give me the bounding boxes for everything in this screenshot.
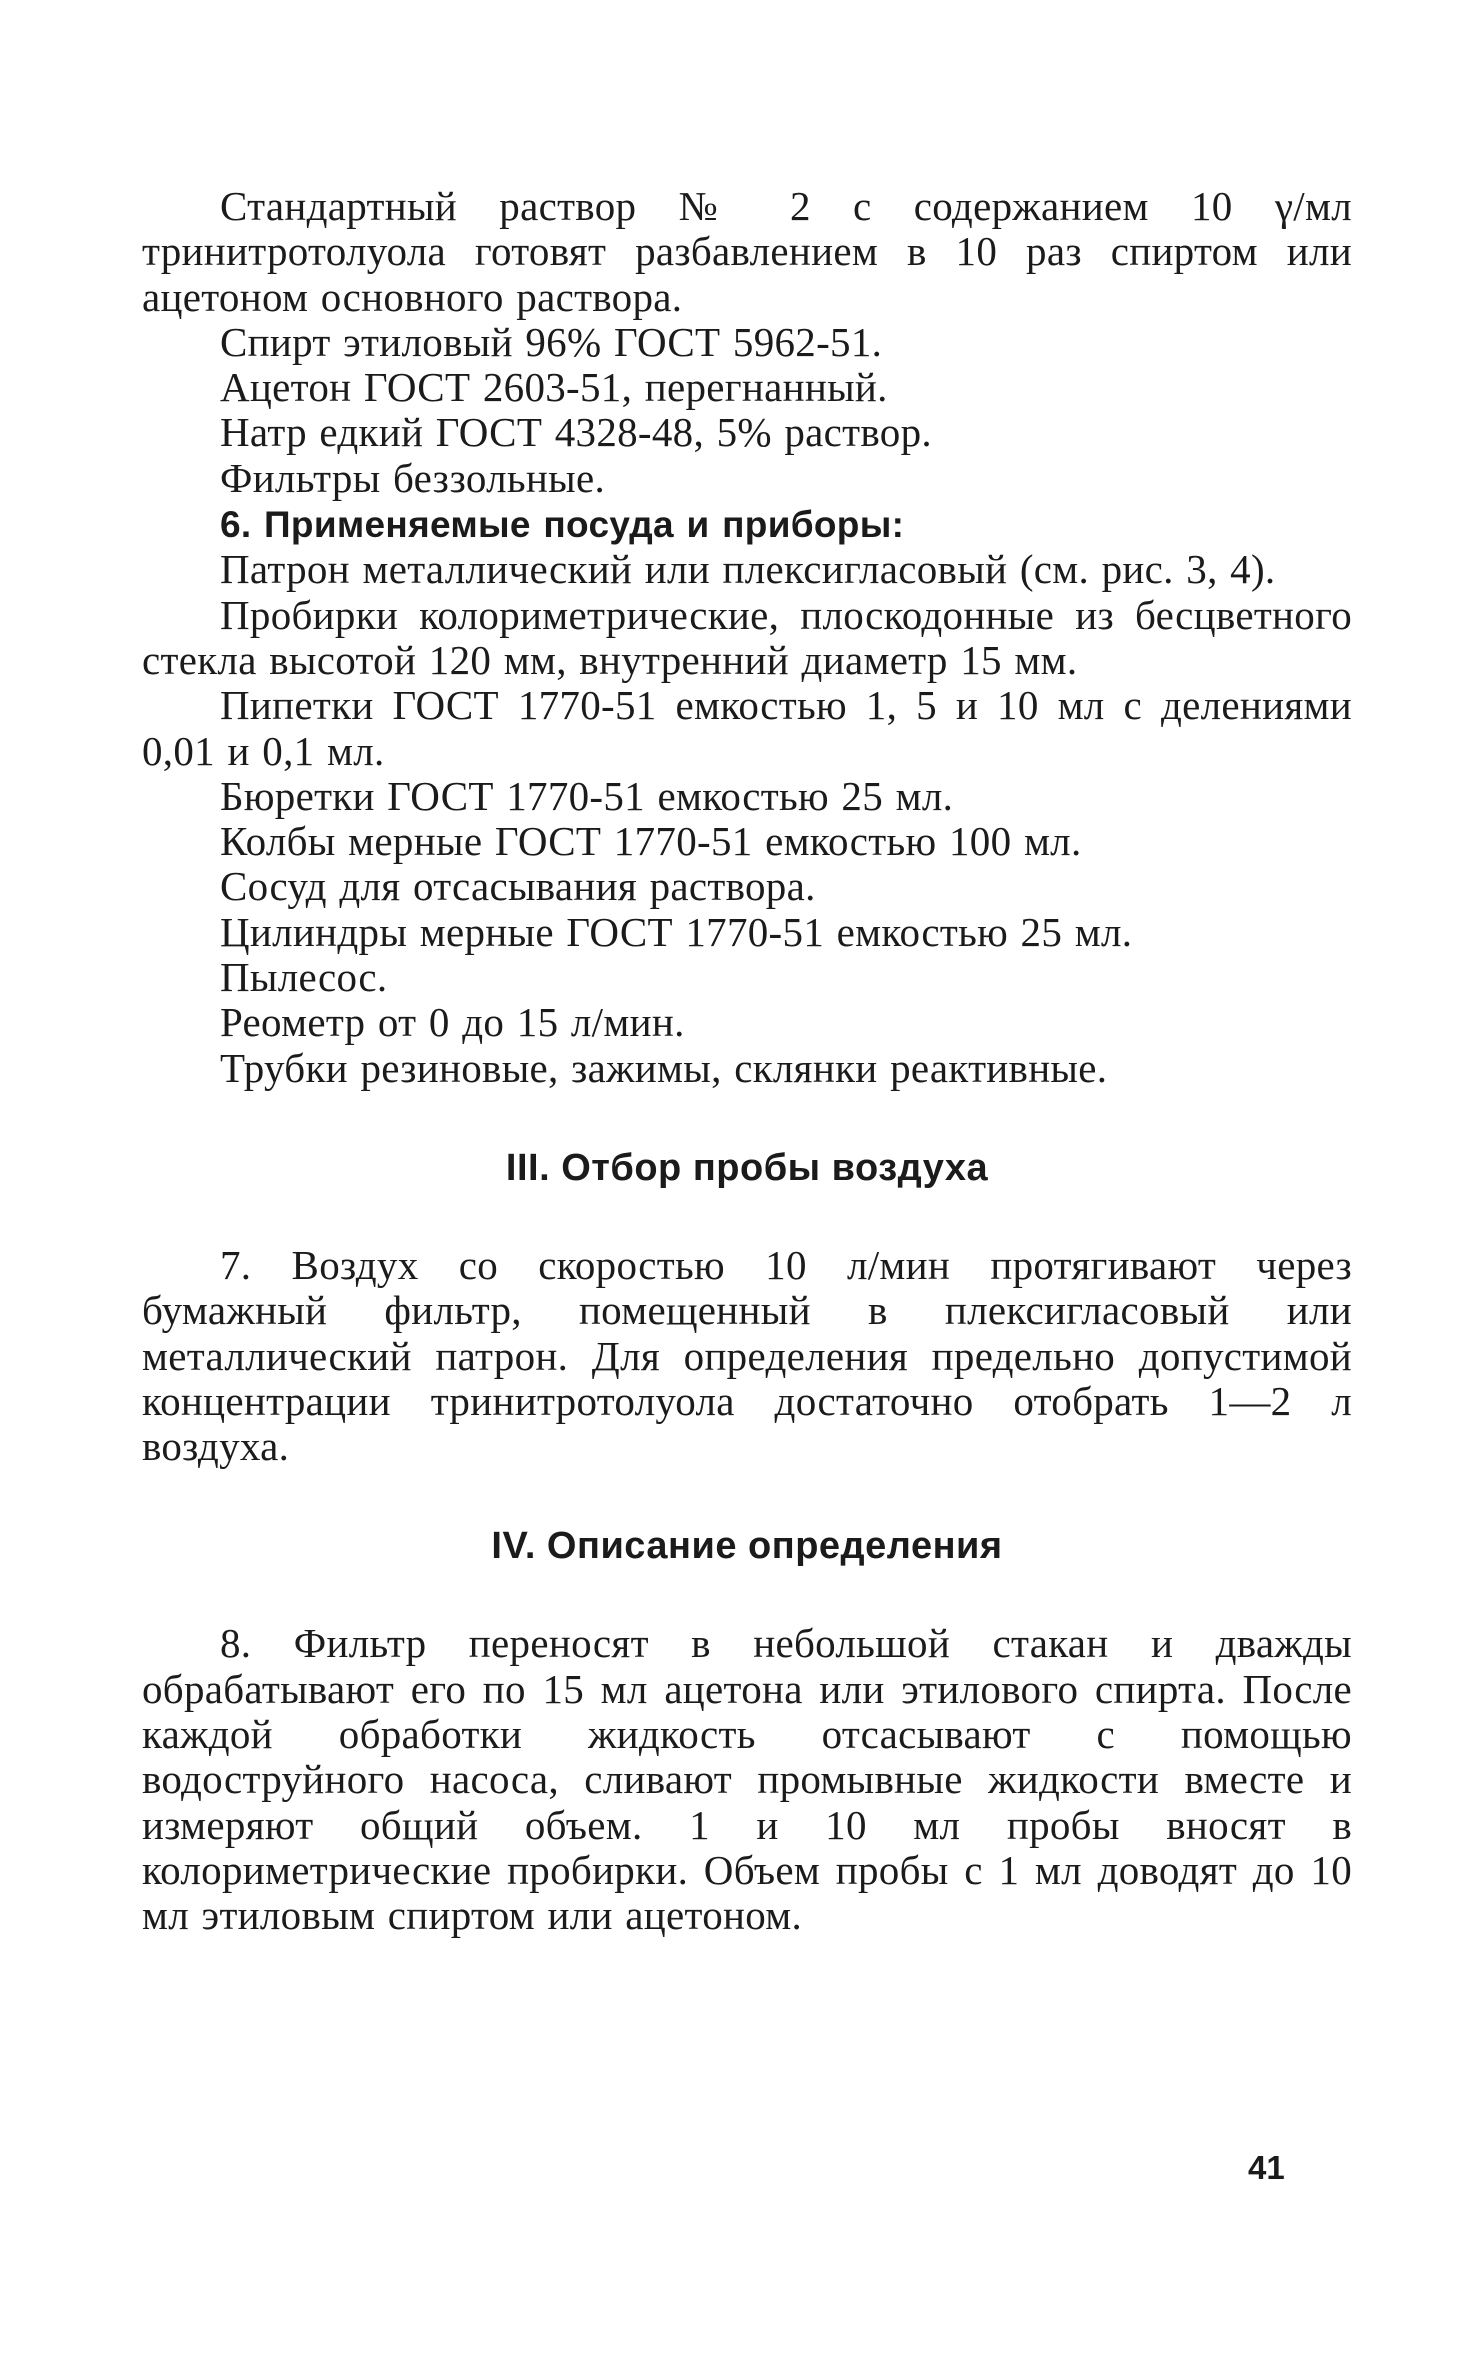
section-spacer xyxy=(142,1191,1352,1243)
document-page xyxy=(142,184,1352,1939)
paragraph-suction-vessel: Сосуд для отсасывания раствора. xyxy=(220,863,816,910)
paragraph-caustic-soda: Натр едкий ГОСТ 4328-48, 5% раствор. xyxy=(220,409,932,456)
paragraph-vacuum: Пылесос. xyxy=(220,954,388,1001)
section-spacer xyxy=(142,1569,1352,1621)
paragraph-air-sampling: 7. Воздух со скоростью 10 л/мин протягивают через бумажный фильтр, помещенный в плексигласовый или металлический патрон. Для определения предельно допустимой концентрации тринитротолуола достаточно отобрать 1—2 л воздуха. xyxy=(142,1241,1352,1470)
paragraph-ethyl-alcohol: Спирт этиловый 96% ГОСТ 5962-51. xyxy=(220,318,883,365)
page-number: 41 xyxy=(1248,2149,1285,2186)
paragraph-acetone: Ацетон ГОСТ 2603-51, перегнанный. xyxy=(220,364,888,411)
paragraph-tubes: Трубки резиновые, зажимы, склянки реактивные. xyxy=(220,1044,1108,1091)
paragraph-cartridge: Патрон металлический или плексигласовый (см. рис. 3, 4). xyxy=(220,546,1276,593)
paragraph-standard-solution: Стандартный раствор № 2 с содержанием 10 γ/мл тринитротолуола готовят разбавлением в 10 раз спиртом или ацетоном основного раствора. xyxy=(142,183,1352,320)
paragraph-cylinders: Цилиндры мерные ГОСТ 1770-51 емкостью 25 мл. xyxy=(220,908,1133,955)
paragraph-determination: 8. Фильтр переносят в небольшой стакан и дважды обрабатывают его по 15 мл ацетона или этилового спирта. После каждой обработки жидкость отсасывают с помощью водоструйного насоса, сливают промывные жидкости вместе и измеряют общий объем. 1 и 10 мл пробы вносят в колориметрические пробирки. Объем пробы с 1 мл доводят до 10 мл этиловым спиртом или ацетоном. xyxy=(142,1620,1352,1939)
subheading-equipment xyxy=(142,501,1352,547)
paragraph-test-tubes: Пробирки колориметрические, плоскодонные из бесцветного стекла высотой 120 мм, внутренний диаметр 15 мм. xyxy=(142,591,1352,683)
section-spacer xyxy=(142,1091,1352,1145)
section-heading-air-sampling: III. Отбор пробы воздуха xyxy=(505,1146,989,1189)
paragraph-rheometer: Реометр от 0 до 15 л/мин. xyxy=(220,999,685,1046)
section-heading-determination: IV. Описание определения xyxy=(491,1525,1003,1568)
section-spacer xyxy=(142,1469,1352,1523)
paragraph-flasks: Колбы мерные ГОСТ 1770-51 емкостью 100 мл. xyxy=(220,818,1082,865)
paragraph-burettes: Бюретки ГОСТ 1770-51 емкостью 25 мл. xyxy=(220,772,954,819)
paragraph-pipettes: Пипетки ГОСТ 1770-51 емкостью 1, 5 и 10 мл с делениями 0,01 и 0,1 мл. xyxy=(142,682,1352,774)
paragraph-filters: Фильтры беззольные. xyxy=(220,454,606,501)
subheading-equipment-text: 6. Применяемые посуда и приборы: xyxy=(220,504,905,546)
